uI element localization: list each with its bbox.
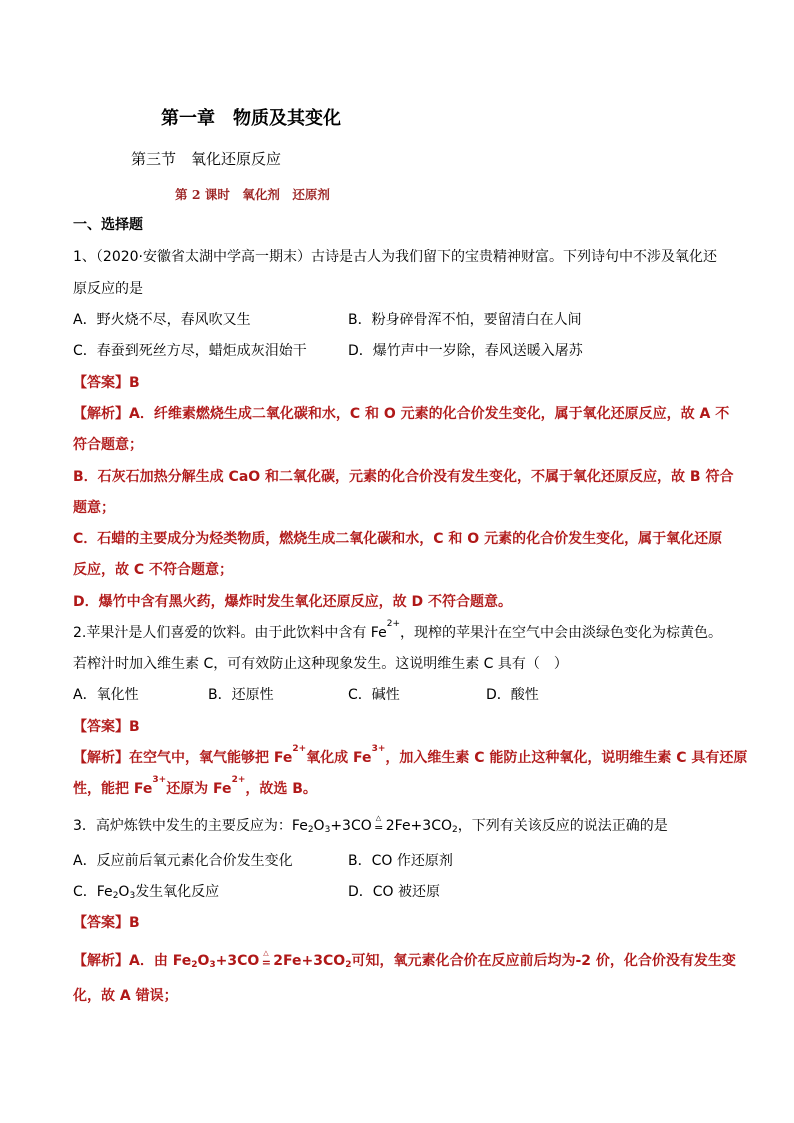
question-type-heading: 一、选择题 xyxy=(73,217,143,233)
q3-answer: 【答案】B xyxy=(73,915,140,931)
q3-stem-b: O xyxy=(313,818,325,834)
q1-stem-line1: 1、（2020·安徽省太湖中学高一期末）古诗是古人为我们留下的宝贵精神财富。下列诗句中不涉及氧化还 xyxy=(73,249,717,265)
heat-condition-symbol xyxy=(372,814,386,834)
q1-option-b: B．粉身碎骨浑不怕，要留清白在人间 xyxy=(348,312,582,328)
sub: 2 xyxy=(452,825,458,835)
q1-explanation-b-line1: B．石灰石加热分解生成 CaO 和二氧化碳，元素的化合价没有发生变化，不属于氧化还原反应，故 B 符合 xyxy=(73,469,734,485)
q2-stem-line1 xyxy=(73,619,722,642)
explanation-tag: 【解析】 xyxy=(73,406,129,422)
sub: 2 xyxy=(112,891,119,901)
q3-exp-b: O xyxy=(197,953,210,969)
q1-explanation-d: D．爆竹中含有黑火药，爆炸时发生氧化还原反应，故 D 不符合题意。 xyxy=(73,594,512,610)
q1-explanation-b-line2: 题意； xyxy=(73,500,115,516)
q2-exp2-charge1: 3+ xyxy=(152,775,167,785)
explanation-tag: 【解析】 xyxy=(73,750,129,766)
q3-stem-d: 2Fe+3CO xyxy=(385,818,452,834)
heat-condition-symbol xyxy=(259,949,273,969)
q2-exp-c: ，加入维生素 C 能防止这种氧化，说明维生素 C 具有还原 xyxy=(385,750,748,766)
q2-exp-charge2: 3+ xyxy=(371,744,386,754)
section-title: 第三节 氧化还原反应 xyxy=(131,150,282,168)
q2-stem-b: ，现榨的苹果汁在空气中会由淡绿色变化为棕黄色。 xyxy=(400,625,722,641)
heat-icon: △ xyxy=(375,814,382,822)
q3-exp-c: +3CO xyxy=(215,953,260,969)
sub: 2 xyxy=(345,960,352,970)
q2-stem-a: 2.苹果汁是人们喜爱的饮料。由于此饮料中含有 Fe xyxy=(73,625,387,641)
q2-charge: 2+ xyxy=(386,619,400,629)
equals-sign: = xyxy=(261,956,271,969)
q2-explanation-line1 xyxy=(73,744,748,767)
q3-exp-e: 可知，氧元素化合价在反应前后均为-2 价，化合价没有发生变 xyxy=(351,953,736,969)
q1-option-d: D．爆竹声中一岁除，春风送暖入屠苏 xyxy=(348,343,583,359)
q1-stem-line2: 原反应的是 xyxy=(73,281,143,297)
q3-optc-c: 发生氧化反应 xyxy=(135,884,220,900)
q2-exp-a: 在空气中，氧气能够把 Fe xyxy=(129,750,293,766)
sub: 2 xyxy=(191,960,198,970)
q2-exp2-b: 还原为 Fe xyxy=(166,781,232,797)
q2-answer: 【答案】B xyxy=(73,719,140,735)
q3-stem-a: 3．高炉炼铁中发生的主要反应为：Fe xyxy=(73,818,308,834)
q1-explanation-line1 xyxy=(73,403,729,423)
q1-explanation-c-line2: 反应，故 C 不符合题意； xyxy=(73,562,234,578)
q2-option-c: C．碱性 xyxy=(348,687,400,703)
chapter-title: 第一章 物质及其变化 xyxy=(161,108,341,129)
sub: 3 xyxy=(209,960,216,970)
q3-option-a: A．反应前后氧元素化合价发生变化 xyxy=(73,853,293,869)
q3-optc-b: O xyxy=(118,884,130,900)
q2-exp2-a: 性，能把 Fe xyxy=(73,781,153,797)
equals-sign: = xyxy=(374,821,384,834)
q3-exp-a: A．由 Fe xyxy=(129,953,192,969)
q2-exp2-c: ，故选 B。 xyxy=(245,781,317,797)
q1-option-a: A．野火烧不尽，春风吹又生 xyxy=(73,312,251,328)
sub: 2 xyxy=(307,825,314,835)
q3-option-d: D．CO 被还原 xyxy=(348,884,441,900)
q1-explanation-line2: 符合题意； xyxy=(73,437,143,453)
q3-option-c xyxy=(73,881,219,901)
q2-exp2-charge2: 2+ xyxy=(231,775,246,785)
q1-explanation-c-line1: C．石蜡的主要成分为烃类物质，燃烧生成二氧化碳和水，C 和 O 元素的化合价发生变化，属于氧化还原 xyxy=(73,531,723,547)
q3-exp-d: 2Fe+3CO xyxy=(273,953,346,969)
q1-answer: 【答案】B xyxy=(73,375,140,391)
q1-exp-a: A．纤维素燃烧生成二氧化碳和水，C 和 O 元素的化合价发生变化，属于氧化还原反应，故 A 不 xyxy=(129,406,730,422)
q2-exp-b: 氧化成 Fe xyxy=(306,750,372,766)
lesson-title: 第 2 课时 氧化剂 还原剂 xyxy=(175,187,330,202)
q2-option-d: D．酸性 xyxy=(486,687,539,703)
q2-explanation-line2 xyxy=(73,775,317,798)
sub: 3 xyxy=(129,891,136,901)
sub: 3 xyxy=(324,825,331,835)
q2-option-a: A．氧化性 xyxy=(73,687,139,703)
q3-option-b: B．CO 作还原剂 xyxy=(348,853,453,869)
q3-stem-e: ，下列有关该反应的说法正确的是 xyxy=(457,818,668,834)
q2-stem-line2: 若榨汁时加入维生素 C，可有效防止这种现象发生。这说明维生素 C 具有（ ） xyxy=(73,656,568,672)
q3-optc-a: C．Fe xyxy=(73,884,113,900)
heat-icon: △ xyxy=(263,949,269,957)
explanation-tag: 【解析】 xyxy=(73,953,129,969)
q3-explanation-line2: 化，故 A 错误； xyxy=(73,988,178,1004)
q2-option-b: B．还原性 xyxy=(208,687,274,703)
q3-stem-c: +3CO xyxy=(330,818,372,834)
q3-stem xyxy=(73,815,668,835)
q1-option-c: C．春蚕到死丝方尽，蜡炬成灰泪始干 xyxy=(73,343,307,359)
q3-explanation-line1 xyxy=(73,950,736,970)
q2-exp-charge1: 2+ xyxy=(292,744,307,754)
